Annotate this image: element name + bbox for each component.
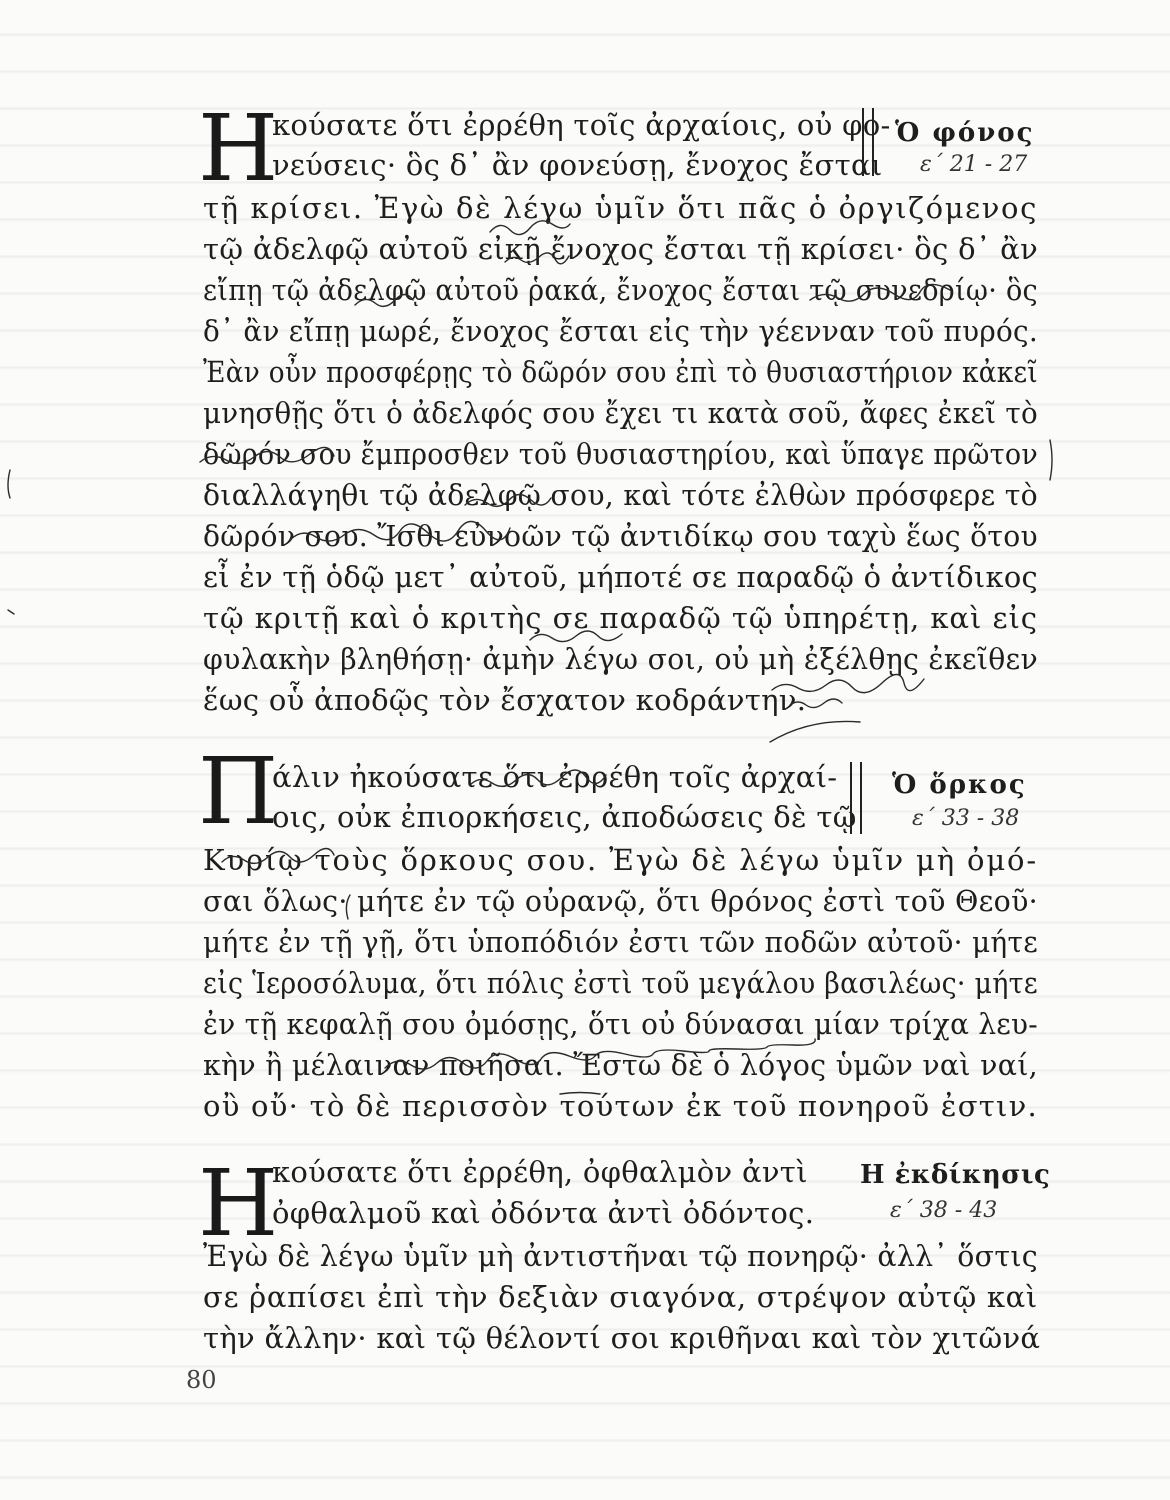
drop-cap: Π: [198, 738, 279, 845]
text-line: δῶρόν σου. Ἴσθι εὐνοῶν τῷ ἀντιδίκῳ σου ταχὺ ἕως ὅτου: [203, 519, 1038, 553]
section-heading: Ὁ φόνος: [895, 118, 1035, 148]
text-line: τῇ κρίσει. Ἐγὼ δὲ λέγω ὑμῖν ὅτι πᾶς ὁ ὀργιζόμενος: [203, 191, 1038, 225]
text-line: τὴν ἄλλην· καὶ τῷ θέλοντί σοι κριθῆναι καὶ τὸν χιτῶνά: [203, 1321, 1041, 1355]
verse-range: ε´ 21 - 27: [920, 152, 1028, 177]
text-line: άλιν ἠκούσατε ὅτι ἐρρέθη τοῖς ἀρχαί-: [272, 760, 838, 794]
text-line: οις, οὐκ ἐπιορκήσεις, ἀποδώσεις δὲ τῷ: [272, 800, 857, 834]
verse-range: ε´ 33 - 38: [912, 806, 1020, 831]
text-line: κούσατε ὅτι ἐρρέθη τοῖς ἀρχαίοις, οὐ φο-: [272, 108, 891, 142]
text-line: εἴπῃ τῷ ἀδελφῷ αὐτοῦ ῥακά, ἔνοχος ἔσται τῷ συνεδρίῳ· ὃς: [203, 273, 1038, 307]
text-line: Ἐὰν οὖν προσφέρῃς τὸ δῶρόν σου ἐπὶ τὸ θυσιαστήριον κἀκεῖ: [203, 355, 1038, 389]
text-line: εἶ ἐν τῇ ὁδῷ μετ᾽ αὐτοῦ, μήποτέ σε παραδῷ ὁ ἀντίδικος: [203, 560, 1038, 594]
text-line: σε ῥαπίσει ἐπὶ τὴν δεξιὰν σιαγόνα, στρέψον αὐτῷ καὶ: [203, 1280, 1038, 1314]
text-line: διαλλάγηθι τῷ ἀδελφῷ σου, καὶ τότε ἐλθὼν πρόσφερε τὸ: [203, 478, 1038, 512]
drop-cap: H: [198, 95, 279, 202]
section-heading: Ὁ ὅρκος: [892, 770, 1027, 800]
text-line: σαι ὅλως· μήτε ἐν τῷ οὐρανῷ, ὅτι θρόνος ἐστὶ τοῦ Θεοῦ·: [203, 884, 1038, 918]
verse-range: ε´ 38 - 43: [890, 1198, 998, 1223]
text-line: Ἐγὼ δὲ λέγω ὑμῖν μὴ ἀντιστῆναι τῷ πονηρῷ· ἀλλ᾽ ὅστις: [203, 1239, 1038, 1273]
text-line: φυλακὴν βληθήσῃ· ἀμὴν λέγω σοι, οὐ μὴ ἐξέλθῃς ἐκεῖθεν: [203, 642, 1038, 676]
text-line: τῷ κριτῇ καὶ ὁ κριτὴς σε παραδῷ τῷ ὑπηρέτῃ, καὶ εἰς: [203, 601, 1038, 635]
text-line: μνησθῇς ὅτι ὁ ἀδελφός σου ἔχει τι κατὰ σοῦ, ἄφες ἐκεῖ τὸ: [203, 396, 1038, 430]
text-line: ἕως οὗ ἀποδῷς τὸν ἔσχατον κοδράντην.: [203, 683, 807, 717]
text-line: οὒ οὔ· τὸ δὲ περισσὸν τούτων ἐκ τοῦ πονηροῦ ἐστιν.: [203, 1089, 1038, 1123]
text-line: τῷ ἀδελφῷ αὐτοῦ εἰκῇ ἔνοχος ἔσται τῇ κρίσει· ὃς δ᾽ ἂν: [203, 232, 1038, 266]
text-line: κούσατε ὅτι ἐρρέθη, ὀφθαλμὸν ἀντὶ: [272, 1155, 808, 1189]
text-line: ὀφθαλμοῦ καὶ ὀδόντα ἀντὶ ὀδόντος.: [272, 1196, 815, 1230]
text-line: εἰς Ἱεροσόλυμα, ὅτι πόλις ἐστὶ τοῦ μεγάλου βασιλέως· μήτε: [203, 966, 1038, 1000]
text-line: νεύσεις· ὃς δ᾽ ἂν φονεύσῃ, ἔνοχος ἔσται: [272, 148, 883, 182]
text-line: κὴν ἢ μέλαιναν ποιῆσαι. Ἔστω δὲ ὁ λόγος ὑμῶν ναὶ ναί,: [203, 1048, 1038, 1082]
text-line: μήτε ἐν τῇ γῇ, ὅτι ὑποπόδιόν ἐστι τῶν ποδῶν αὐτοῦ· μήτε: [203, 925, 1038, 959]
margin-rule: [862, 108, 874, 176]
margin-rule: [850, 762, 862, 834]
section-heading: Η ἐκδίκησις: [860, 1160, 1051, 1190]
text-line: Κυρίῳ τοὺς ὅρκους σου. Ἐγὼ δὲ λέγω ὑμῖν μὴ ὀμό-: [203, 843, 1038, 877]
drop-cap: H: [198, 1150, 279, 1257]
text-line: δ᾽ ἂν εἴπῃ μωρέ, ἔνοχος ἔσται εἰς τὴν γέενναν τοῦ πυρός.: [203, 314, 1038, 348]
text-line: ἐν τῇ κεφαλῇ σου ὀμόσῃς, ὅτι οὐ δύνασαι μίαν τρίχα λευ-: [203, 1007, 1038, 1041]
page-number: 80: [186, 1366, 217, 1394]
text-line: δῶρόν σου ἔμπροσθεν τοῦ θυσιαστηρίου, καὶ ὕπαγε πρῶτον: [203, 437, 1038, 471]
